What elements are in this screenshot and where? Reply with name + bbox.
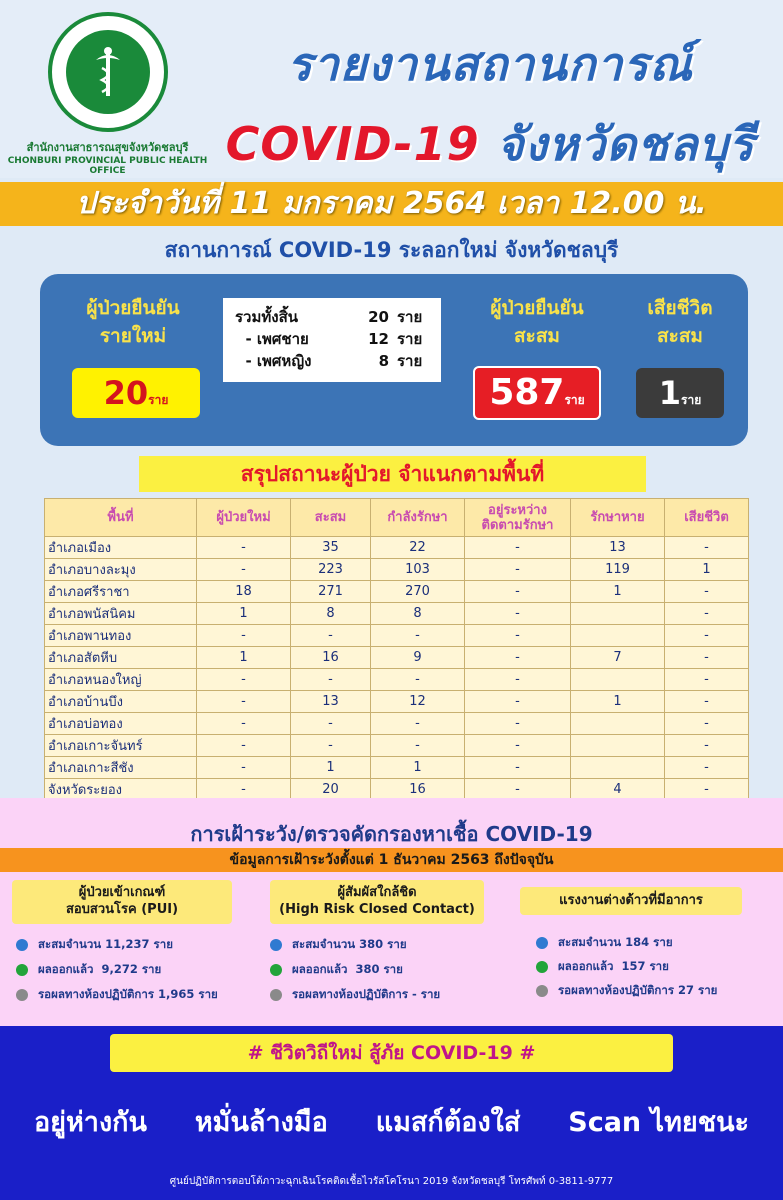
surveillance-subtitle: ข้อมูลการเฝ้าระวังตั้งแต่ 1 ธันวาคม 2563 ถึงปัจจุบัน: [0, 848, 783, 872]
value-cell: -: [465, 537, 571, 559]
deaths-label: [626, 294, 734, 350]
value-cell: 1: [571, 691, 665, 713]
area-name-cell: อำเภอบ้านบึง: [45, 691, 197, 713]
value-cell: -: [465, 559, 571, 581]
value-cell: -: [665, 625, 749, 647]
green-dot-icon: [16, 964, 28, 976]
contact-header: [270, 880, 484, 924]
value-cell: -: [291, 625, 371, 647]
value-cell: 271: [291, 581, 371, 603]
cumulative-label-line1: ผู้ป่วยยืนยัน: [490, 297, 584, 319]
col-followup: [465, 499, 571, 537]
value-cell: -: [465, 581, 571, 603]
report-subtitle: [220, 108, 760, 181]
value-cell: -: [197, 713, 291, 735]
value-cell: -: [665, 581, 749, 603]
ministry-logo-icon: [48, 12, 168, 132]
contact-item: [270, 936, 407, 954]
migrant-item-text: สะสมจำนวน 184 ราย: [558, 935, 673, 949]
cumulative-number: 587: [489, 372, 565, 413]
table-row: [45, 691, 749, 713]
table-row: [45, 559, 749, 581]
value-cell: 4: [571, 779, 665, 801]
value-cell: -: [465, 713, 571, 735]
contact-item: [270, 961, 403, 979]
value-cell: 12: [371, 691, 465, 713]
area-name-cell: อำเภอพนัสนิคม: [45, 603, 197, 625]
value-cell: -: [465, 669, 571, 691]
value-cell: [571, 735, 665, 757]
deaths-number: 1: [658, 374, 682, 412]
pui-item-text: สะสมจำนวน 11,237 ราย: [38, 937, 173, 951]
area-name-cell: อำเภอเกาะจันทร์: [45, 735, 197, 757]
table-body: [45, 537, 749, 823]
gray-dot-icon: [16, 989, 28, 1001]
green-dot-icon: [270, 964, 282, 976]
deaths-label-line2: สะสม: [657, 325, 703, 347]
value-cell: 20: [291, 779, 371, 801]
table-row: [45, 669, 749, 691]
contact-item-text: รอผลทางห้องปฏิบัติการ - ราย: [292, 987, 441, 1001]
table-row: [45, 581, 749, 603]
value-cell: 16: [291, 647, 371, 669]
new-cases-label: [58, 294, 208, 350]
slogan-scan: Scan ไทยชนะ: [568, 1107, 750, 1138]
value-cell: -: [371, 625, 465, 647]
detail-label: รวมทั้งสิ้น: [235, 308, 298, 326]
value-cell: -: [291, 735, 371, 757]
col-new: ผู้ป่วยใหม่: [197, 499, 291, 537]
deaths-unit: ราย: [681, 393, 702, 407]
pui-header-line1: ผู้ป่วยเข้าเกณฑ์: [78, 885, 166, 900]
stats-panel: [40, 274, 748, 446]
value-cell: -: [465, 779, 571, 801]
value-cell: -: [197, 735, 291, 757]
blue-dot-icon: [16, 939, 28, 951]
value-cell: [571, 757, 665, 779]
area-name-cell: อำเภอศรีราชา: [45, 581, 197, 603]
detail-row: [235, 328, 431, 350]
blue-dot-icon: [270, 939, 282, 951]
value-cell: -: [665, 735, 749, 757]
situation-title: สถานการณ์ COVID-19 ระลอกใหม่ จังหวัดชลบุรี: [164, 238, 619, 262]
table-row: [45, 537, 749, 559]
detail-unit: ราย: [397, 352, 423, 370]
blue-dot-icon: [536, 937, 548, 949]
date-banner: ประจำวันที่ 11 มกราคม 2564 เวลา 12.00 น.: [0, 182, 783, 226]
detail-value: 8: [378, 352, 389, 370]
migrant-item-text: รอผลทางห้องปฏิบัติการ 27 ราย: [558, 983, 718, 997]
value-cell: -: [465, 625, 571, 647]
contact-item-text: ผลออกแล้ว 380 ราย: [292, 962, 403, 976]
table-row: [45, 647, 749, 669]
value-cell: [571, 603, 665, 625]
col-followup-line1: อยู่ระหว่าง: [488, 502, 547, 518]
slogan-handwash: หมั่นล้างมือ: [194, 1107, 328, 1138]
new-cases-number: 20: [103, 374, 149, 412]
value-cell: -: [665, 537, 749, 559]
contact-header-line2: (High Risk Closed Contact): [279, 902, 475, 917]
value-cell: 223: [291, 559, 371, 581]
value-cell: -: [465, 691, 571, 713]
area-name-cell: อำเภอสัตหีบ: [45, 647, 197, 669]
cumulative-label-line2: สะสม: [514, 325, 560, 347]
value-cell: [571, 669, 665, 691]
value-cell: -: [665, 669, 749, 691]
deaths-value: [636, 368, 724, 418]
deaths-label-line1: เสียชีวิต: [647, 297, 713, 319]
contact-item: [270, 986, 440, 1004]
value-cell: [571, 713, 665, 735]
value-cell: -: [197, 779, 291, 801]
footer: ศูนย์ปฏิบัติการตอบโต้ภาวะฉุกเฉินโรคติดเชื้อไวรัสโคโรนา 2019 จังหวัดชลบุรี โทรศัพท์ 0-3811-9777: [169, 1176, 614, 1187]
value-cell: -: [197, 559, 291, 581]
value-cell: -: [197, 669, 291, 691]
col-followup-line2: ติดตามรักษา: [481, 517, 554, 533]
table-header-row: [45, 499, 749, 537]
table-row: [45, 735, 749, 757]
value-cell: 13: [291, 691, 371, 713]
report-title: รายงานสถานการณ์: [287, 37, 693, 91]
value-cell: 18: [197, 581, 291, 603]
value-cell: -: [465, 735, 571, 757]
detail-label: - เพศชาย: [235, 330, 309, 348]
col-treating: กำลังรักษา: [371, 499, 465, 537]
value-cell: 35: [291, 537, 371, 559]
gray-dot-icon: [536, 985, 548, 997]
summary-title: สรุปสถานะผู้ป่วย จำแนกตามพื้นที่: [139, 456, 646, 492]
col-area: พื้นที่: [45, 499, 197, 537]
area-name-cell: อำเภอพานทอง: [45, 625, 197, 647]
pui-item: [16, 961, 161, 979]
value-cell: -: [665, 779, 749, 801]
slogan-distance: อยู่ห่างกัน: [33, 1107, 147, 1138]
detail-label: - เพศหญิง: [235, 352, 312, 370]
table-row: [45, 625, 749, 647]
value-cell: -: [197, 757, 291, 779]
detail-value: 20: [368, 308, 389, 326]
new-cases-value: [72, 368, 200, 418]
province-title: จังหวัดชลบุรี: [496, 117, 755, 171]
value-cell: [571, 625, 665, 647]
value-cell: 119: [571, 559, 665, 581]
value-cell: 103: [371, 559, 465, 581]
migrant-item: [536, 934, 673, 952]
col-recovered: รักษาหาย: [571, 499, 665, 537]
detail-row: [235, 350, 431, 372]
value-cell: -: [371, 735, 465, 757]
detail-unit: ราย: [397, 330, 423, 348]
value-cell: 1: [665, 559, 749, 581]
pui-item-text: ผลออกแล้ว 9,272 ราย: [38, 962, 162, 976]
value-cell: -: [665, 647, 749, 669]
gray-dot-icon: [270, 989, 282, 1001]
table-row: [45, 603, 749, 625]
value-cell: -: [371, 669, 465, 691]
migrant-item: [536, 982, 717, 1000]
covid-title: COVID-19: [225, 117, 480, 171]
migrant-item: [536, 958, 669, 976]
value-cell: 1: [197, 603, 291, 625]
value-cell: -: [465, 603, 571, 625]
area-name-cell: อำเภอหนองใหญ่: [45, 669, 197, 691]
value-cell: 22: [371, 537, 465, 559]
value-cell: -: [197, 691, 291, 713]
new-cases-label-line1: ผู้ป่วยยืนยัน: [86, 297, 180, 319]
value-cell: -: [197, 537, 291, 559]
table-row: [45, 757, 749, 779]
value-cell: -: [291, 669, 371, 691]
cumulative-unit: ราย: [564, 393, 585, 407]
col-cumulative: สะสม: [291, 499, 371, 537]
value-cell: 270: [371, 581, 465, 603]
migrant-header: [520, 887, 742, 915]
org-name-th: สำนักงานสาธารณสุขจังหวัดชลบุรี: [26, 141, 189, 154]
area-name-cell: อำเภอบางละมุง: [45, 559, 197, 581]
slogan-mask: แมสก์ต้องใส่: [375, 1107, 521, 1138]
value-cell: -: [465, 757, 571, 779]
value-cell: 1: [371, 757, 465, 779]
value-cell: 1: [571, 581, 665, 603]
cumulative-label: [458, 294, 616, 350]
value-cell: 1: [197, 647, 291, 669]
value-cell: -: [465, 647, 571, 669]
value-cell: -: [291, 713, 371, 735]
migrant-item-text: ผลออกแล้ว 157 ราย: [558, 959, 669, 973]
migrant-header-line1: แรงงานต่างด้าวที่มีอาการ: [559, 893, 703, 908]
detail-row: [235, 306, 431, 328]
detail-unit: ราย: [397, 308, 423, 326]
cumulative-value: [473, 366, 601, 420]
contact-item-text: สะสมจำนวน 380 ราย: [292, 937, 407, 951]
detail-value: 12: [368, 330, 389, 348]
pui-item: [16, 986, 218, 1004]
area-name-cell: อำเภอบ่อทอง: [45, 713, 197, 735]
value-cell: 7: [571, 647, 665, 669]
contact-header-line1: ผู้สัมผัสใกล้ชิด: [337, 885, 417, 900]
surveillance-title: การเฝ้าระวัง/ตรวจคัดกรองหาเชื้อ COVID-19: [190, 822, 593, 846]
header: [0, 0, 783, 178]
value-cell: -: [665, 757, 749, 779]
pui-header: [12, 880, 232, 924]
col-deaths: เสียชีวิต: [665, 499, 749, 537]
slogans: [0, 1100, 783, 1143]
value-cell: 8: [371, 603, 465, 625]
area-table: [44, 498, 748, 823]
value-cell: 16: [371, 779, 465, 801]
value-cell: 13: [571, 537, 665, 559]
value-cell: -: [371, 713, 465, 735]
value-cell: -: [665, 603, 749, 625]
green-dot-icon: [536, 961, 548, 973]
area-name-cell: จังหวัดระยอง: [45, 779, 197, 801]
new-cases-detail: [223, 298, 441, 382]
area-name-cell: อำเภอเมือง: [45, 537, 197, 559]
value-cell: 1: [291, 757, 371, 779]
value-cell: 9: [371, 647, 465, 669]
value-cell: 8: [291, 603, 371, 625]
table-row: [45, 713, 749, 735]
pui-item-text: รอผลทางห้องปฏิบัติการ 1,965 ราย: [38, 987, 218, 1001]
new-cases-unit: ราย: [148, 393, 169, 407]
area-name-cell: อำเภอเกาะสีชัง: [45, 757, 197, 779]
pui-item: [16, 936, 173, 954]
slogan-title: # ชีวิตวิถีใหม่ สู้ภัย COVID-19 #: [110, 1034, 673, 1072]
value-cell: -: [665, 691, 749, 713]
new-cases-label-line2: รายใหม่: [99, 325, 167, 347]
value-cell: -: [665, 713, 749, 735]
pui-header-line2: สอบสวนโรค (PUI): [65, 902, 179, 917]
value-cell: -: [197, 625, 291, 647]
org-name-en: CHONBURI PROVINCIAL PUBLIC HEALTH OFFICE: [7, 156, 208, 176]
